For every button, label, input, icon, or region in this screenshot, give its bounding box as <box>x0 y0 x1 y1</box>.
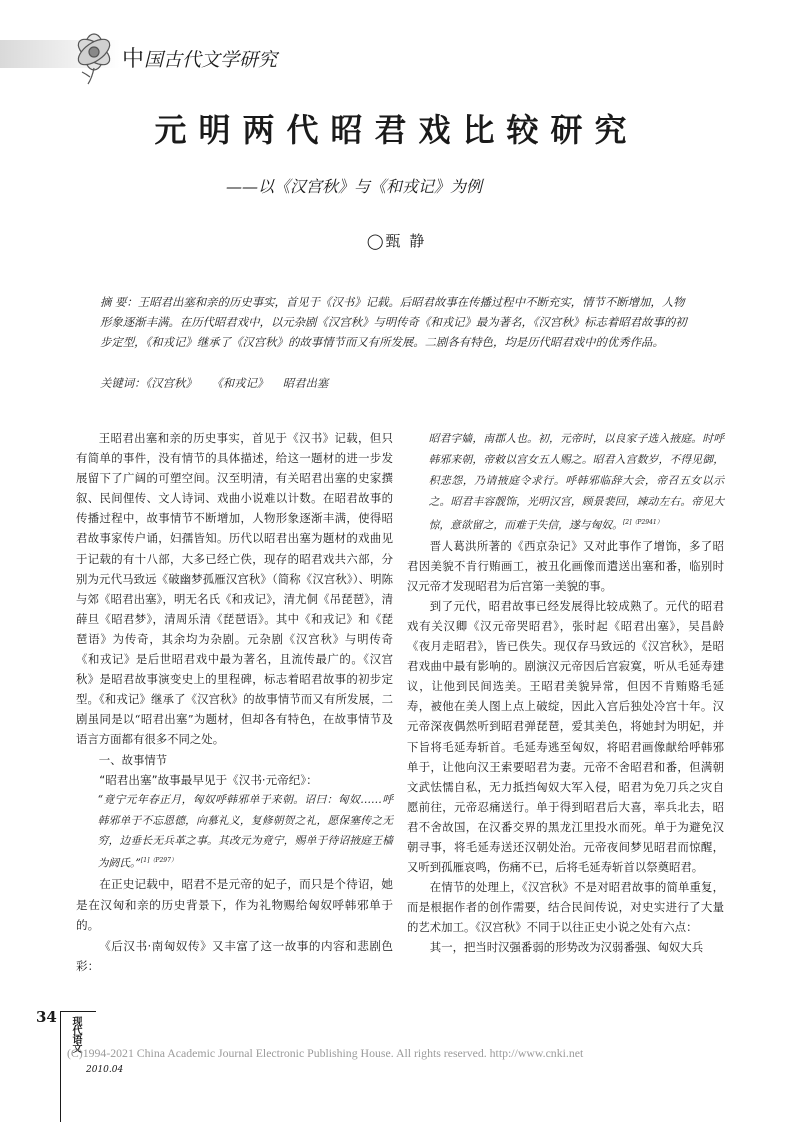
body-paragraph: 在情节的处理上，《汉宫秋》不是对昭君故事的简单重复，而是根据作者的创作需要，结合民间传说，对史实进行了大量的艺术加工。《汉宫秋》不同于以往正史小说之处有六点： <box>407 880 724 935</box>
block-quote <box>76 790 393 874</box>
body-paragraph: 王昭君出塞和亲的历史事实，首见于《汉书》记载，但只有简单的事件，没有情节的具体描述，给这一题材的进一步发展留下了广阔的可塑空间。汉至明清，有关昭君出塞的史家撰叙、民间俚传、文人诗词、戏曲小说难以计数。在昭君故事的传播过程中，故事情节不断增加，人物形象逐渐丰满，使得昭君故事家传户诵，妇孺皆知。历代以昭君出塞为题材的戏曲见于记载的有十八部，大多已经亡佚，现存的昭君戏共六部，分别为元代马致远《破幽梦孤雁汉宫秋》（简称《汉宫秋》）、明陈与郊《昭君出塞》，明无名氏《和戎记》，清尤侗《吊琵琶》，清薛旦《昭君梦》，清周乐清《琵琶语》。其中《和戎记》和《琵琶语》为传奇，其余均为杂剧。元杂剧《汉宫秋》与明传奇《和戎记》是后世昭君戏中最为著名，且流传最广的。《汉宫秋》是昭君故事演变史上的里程碑，标志着昭君故事的初步定型。《和戎记》继承了《汉宫秋》的故事情节而又有所发展，二剧虽同是以“昭君出塞”为题材，但却各有特色，在故事情节及语言方面都有很多不同之处。 <box>76 431 393 747</box>
abstract-text: 王昭君出塞和亲的历史事实，首见于《汉书》记载。后昭君故事在传播过程中不断充实，情节不断增加，人物形象逐渐丰满。在历代昭君戏中，以元杂剧《汉宫秋》与明传奇《和戎记》最为著名，《汉宫秋》标志着昭君故事的初步定型，《和戎记》继承了《汉宫秋》的故事情节而又有所发展。二剧各有特色，均是历代昭君戏中的优秀作品。 <box>100 295 687 349</box>
citation-ref: [2]（P2941） <box>622 519 663 526</box>
right-column <box>407 428 724 958</box>
page-number: 34 <box>36 1008 57 1026</box>
issue-date: 2010.04 <box>86 1065 124 1075</box>
body-paragraph: 到了元代，昭君故事已经发展得比较成熟了。元代的昭君戏有关汉卿《汉元帝哭昭君》，张时起《昭君出塞》，吴昌龄《夜月走昭君》，皆已佚失。现仅存马致远的《汉宫秋》，是昭君戏曲中最有影响的。剧演汉元帝因后宫寂寞，听从毛延寿建议，让他到民间选美。王昭君美貌异常，但因不肯贿赂毛延寿，被他在美人图上点上破绽，因此入宫后独处冷宫十年。汉元帝深夜偶然听到昭君弹琵琶，爱其美色，将她封为明妃，并下旨将毛延寿斩首。毛延寿逃至匈奴，将昭君画像献给呼韩邪单于，让他向汉王索要昭君为妻。元帝不舍昭君和番，但满朝文武怯懦自私，无力抵挡匈奴大军入侵，昭君为免刀兵之灾自愿前往，元帝忍痛送行。单于得到昭君后大喜，率兵北去，昭君不舍故国，在汉番交界的黑龙江里投水而死。单于为避免汉朝寻事，将毛延寿送还汉朝处治。元帝夜间梦见昭君而惊醒，又听到孤雁哀鸣，伤痛不已，后将毛延寿斩首以祭奠昭君。 <box>407 598 724 875</box>
section-heading: 一、故事情节 <box>98 752 168 767</box>
article-author: ◯甄 静 <box>366 232 427 250</box>
body-paragraph: 其一，把当时汉强番弱的形势改为汉弱番强、匈奴大兵 <box>429 940 704 955</box>
keywords-items: 《汉宫秋》 《和戎记》 昭君出塞 <box>145 376 329 390</box>
section-label-rest: 国古代文学研究 <box>144 49 278 71</box>
body-paragraph: 晋人葛洪所著的《西京杂记》又对此事作了增饰，多了昭君因美貌不肯行贿画工，被丑化画像而遣送出塞和番，临别时汉元帝才发现昭君为后宫第一美貌的事。 <box>407 538 724 593</box>
section-label-first-char: 中 <box>122 47 145 72</box>
abstract <box>100 292 694 352</box>
abstract-label: 摘 要： <box>100 295 138 309</box>
flower-logo-icon <box>62 22 126 86</box>
quote-text: “竟宁元年春正月，匈奴呼韩邪单于来朝。诏曰：匈奴……呼韩邪单于不忘恩德，向慕礼义，复修朝贺之礼，愿保塞传之无穷，边垂长无兵革之事。其改元为竟宁，赐单于待诏掖庭王樯为阏氏。” <box>97 793 393 870</box>
footer-rule <box>60 1011 96 1012</box>
block-quote <box>407 428 724 536</box>
keywords-label: 关键词： <box>100 376 146 390</box>
footer-vertical-rule <box>60 1012 61 1122</box>
body-paragraph: 《后汉书·南匈奴传》又丰富了这一故事的内容和悲剧色彩： <box>76 938 393 974</box>
citation-ref: [1]（P297） <box>140 857 177 865</box>
copyright-watermark: (C)1994-2021 China Academic Journal Electronic Publishing House. All rights reserved. http://www.cnki.net <box>67 1046 584 1060</box>
section-label <box>122 42 277 73</box>
body-paragraph: 在正史记载中，昭君不是元帝的妃子，而只是个待诏，她是在汉匈和亲的历史背景下，作为礼物赐给匈奴呼韩邪单于的。 <box>76 877 393 933</box>
body-paragraph: “昭君出塞”故事最早见于《汉书·元帝纪》： <box>99 772 318 787</box>
left-column <box>76 428 393 977</box>
journal-name: 现代语文 <box>70 1016 81 1052</box>
keywords <box>100 374 694 392</box>
article-title: 元明两代昭君戏比较研究 <box>154 111 639 149</box>
quote-text: 昭君字嫱，南郡人也。初，元帝时，以良家子选入掖庭。时呼韩邪来朝，帝敕以宫女五人赐之。昭君入宫数岁，不得见御，积悲怨，乃请掖庭令求行。呼韩邪临辞大会，帝召五女以示之。昭君丰容靓饰，光明汉宫，顾景裴回，竦动左右。帝见大惊，意欲留之，而难于失信，遂与匈奴。 <box>428 432 724 532</box>
article-subtitle: ——以《汉宫秋》与《和戎记》为例 <box>226 177 483 196</box>
